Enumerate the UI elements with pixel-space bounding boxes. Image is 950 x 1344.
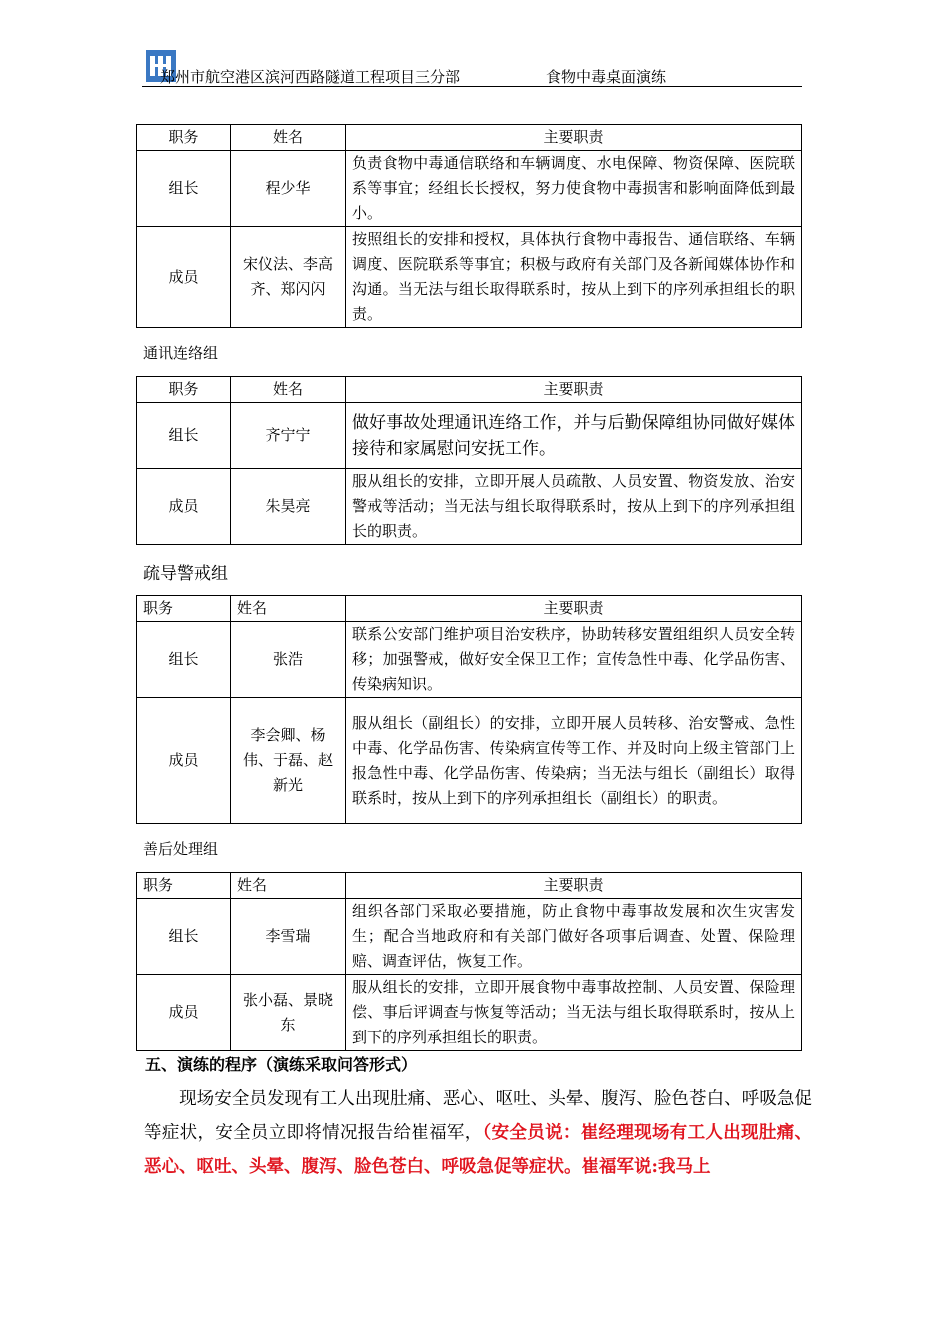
role-cell: 组长 — [137, 151, 231, 227]
duty-cell: 做好事故处理通讯连络工作，并与后勤保障组协同做好媒体接待和家属慰问安抚工作。 — [346, 403, 802, 469]
col-name-header: 姓名 — [231, 377, 346, 403]
name-cell: 程少华 — [231, 151, 346, 227]
duty-cell: 服从组长（副组长）的安排，立即开展人员转移、治安警戒、急性中毒、化学品伤害、传染病宣传等工作、并及时向上级主管部门上报急性中毒、化学品伤害、传染病；当无法与组长（副组长）取得联系时，按从上到下的序列承担组长（副组长）的职责。 — [346, 698, 802, 824]
header-rule — [142, 86, 802, 87]
table-row — [137, 227, 802, 328]
role-cell: 组长 — [137, 899, 231, 975]
group2-title: 通讯连络组 — [143, 344, 219, 362]
duty-cell: 组织各部门采取必要措施，防止食物中毒事故发展和次生灾害发生；配合当地政府和有关部门做好各项事后调查、处置、保险理赔、调查评估，恢复工作。 — [346, 899, 802, 975]
group1-table — [136, 124, 802, 328]
duty-cell: 服从组长的安排，立即开展人员疏散、人员安置、物资发放、治安警戒等活动；当无法与组长取得联系时，按从上到下的序列承担组长的职责。 — [346, 469, 802, 545]
role-cell: 组长 — [137, 622, 231, 698]
table-row — [137, 151, 802, 227]
col-role-header: 职务 — [137, 873, 231, 899]
duty-cell: 联系公安部门维护项目治安秩序，协助转移安置组组织人员安全转移；加强警戒，做好安全保卫工作；宣传急性中毒、化学品伤害、传染病知识。 — [346, 622, 802, 698]
page-header — [142, 46, 802, 84]
name-cell: 李雪瑞 — [231, 899, 346, 975]
duty-cell: 负责食物中毒通信联络和车辆调度、水电保障、物资保障、医院联系等事宜；经组长长授权，努力使食物中毒损害和影响面降低到最小。 — [346, 151, 802, 227]
name-cell: 齐宁宁 — [231, 403, 346, 469]
col-role-header: 职务 — [137, 125, 231, 151]
group3-table — [136, 595, 802, 824]
duty-cell: 按照组长的安排和授权，具体执行食物中毒报告、通信联络、车辆调度、医院联系等事宜；积极与政府有关部门及各新闻媒体协作和沟通。当无法与组长取得联系时，按从上到下的序列承担组长的职责。 — [346, 227, 802, 328]
col-role-header: 职务 — [137, 596, 231, 622]
col-duty-header: 主要职责 — [346, 873, 802, 899]
table-row — [137, 698, 802, 824]
name-cell: 李会卿、杨伟、于磊、赵新光 — [231, 698, 346, 824]
header-doc-title: 食物中毒桌面演练 — [546, 68, 667, 86]
table-row — [137, 622, 802, 698]
name-cell: 张小磊、景晓东 — [231, 975, 346, 1051]
col-duty-header: 主要职责 — [346, 596, 802, 622]
paragraph-text: 现场安全员发现有工人出现肚痛、恶心、呕吐、头晕、腹泻、脸色苍白、呼吸急促等症状，安全员立即将情况报告给崔福军， — [144, 1089, 812, 1143]
table-row — [137, 403, 802, 469]
table-row — [137, 975, 802, 1051]
group2-table — [136, 376, 802, 545]
paragraph-dialogue: （安全员说：崔经理现场有工人出现肚痛、恶心、呕吐、头晕、腹泻、脸色苍白、呼吸急促等症状。崔福军说:我马上 — [144, 1123, 813, 1177]
duty-cell: 服从组长的安排，立即开展食物中毒事故控制、人员安置、保险理偿、事后评调查与恢复等活动；当无法与组长取得联系时，按从上到下的序列承担组长的职责。 — [346, 975, 802, 1051]
table-row — [137, 469, 802, 545]
header-project-name: 郑州市航空港区滨河西路隧道工程项目三分部 — [160, 68, 461, 86]
role-cell: 成员 — [137, 469, 231, 545]
col-role-header: 职务 — [137, 377, 231, 403]
role-cell: 成员 — [137, 227, 231, 328]
table-row — [137, 899, 802, 975]
name-cell: 宋仪法、李高齐、郑闪闪 — [231, 227, 346, 328]
group4-table — [136, 872, 802, 1051]
name-cell: 张浩 — [231, 622, 346, 698]
name-cell: 朱昊亮 — [231, 469, 346, 545]
role-cell: 成员 — [137, 698, 231, 824]
group4-title: 善后处理组 — [143, 840, 219, 858]
col-name-header: 姓名 — [231, 596, 346, 622]
section5-heading: 五、演练的程序（演练采取问答形式） — [145, 1055, 418, 1074]
col-duty-header: 主要职责 — [346, 377, 802, 403]
group3-title: 疏导警戒组 — [143, 564, 228, 584]
role-cell: 组长 — [137, 403, 231, 469]
section5-paragraph — [144, 1082, 812, 1184]
col-name-header: 姓名 — [231, 125, 346, 151]
col-name-header: 姓名 — [231, 873, 346, 899]
col-duty-header: 主要职责 — [346, 125, 802, 151]
role-cell: 成员 — [137, 975, 231, 1051]
